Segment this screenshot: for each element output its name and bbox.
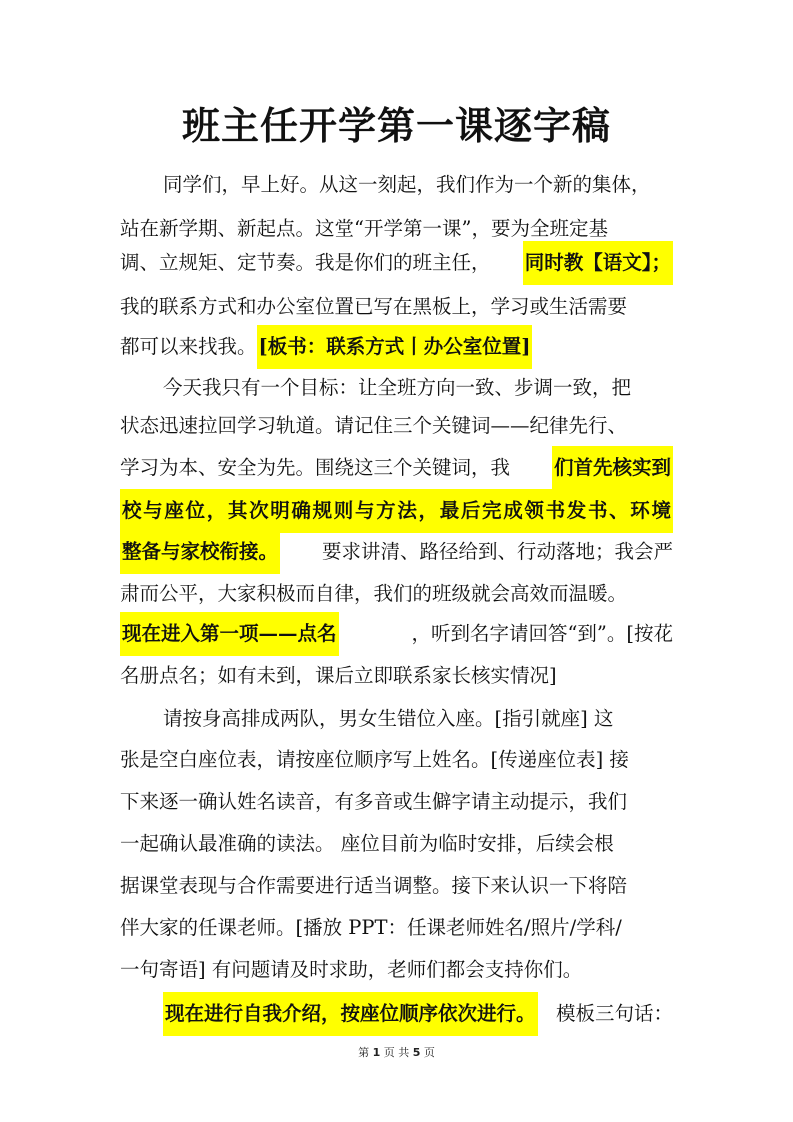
text-line: 我的联系方式和办公室位置已写在黑板上，学习或生活需要 — [120, 295, 628, 318]
text-segment: 调、立规矩、定节奏。我是你们的班主任， — [120, 251, 491, 274]
highlighted-text: 现在进行自我介绍，按座位顺序依次进行。 — [163, 992, 538, 1036]
footer-prefix: 第 — [358, 1046, 370, 1059]
text-line — [120, 612, 673, 656]
text-segment: 模板三句话： — [555, 1002, 673, 1025]
text-segment: 都可以来找我。 — [120, 335, 257, 358]
text-line: 站在新学期、新起点。这堂“开学第一课”，要为全班定基 — [120, 217, 608, 240]
text-line: 伴大家的任课老师。[播放 PPT：任课老师姓名/照片/学科/ — [120, 916, 622, 939]
page-footer — [0, 1046, 793, 1060]
text-line: 名册点名；如有未到，课后立即联系家长核实情况] — [120, 664, 557, 687]
highlighted-text: [板书：联系方式丨办公室位置] — [257, 325, 533, 369]
page-number: 1 — [372, 1046, 381, 1059]
highlighted-text: 现在进入第一项——点名 — [120, 612, 339, 656]
footer-suffix: 页 — [423, 1046, 435, 1059]
text-line: 状态迅速拉回学习轨道。请记住三个关键词——纪律先行、 — [120, 414, 628, 437]
text-segment: 要求讲清、路径给到、行动落地；我会严 — [321, 540, 673, 563]
footer-middle: 页 共 — [383, 1046, 410, 1059]
text-line: 据课堂表现与合作需要进行适当调整。接下来认识一下将陪 — [120, 874, 628, 897]
text-line: 肃而公平，大家积极而自律，我们的班级就会高效而温暖。 — [120, 582, 628, 605]
highlighted-text: 同时教【语文】； — [523, 241, 673, 285]
text-segment: ，听到名字请回答“到”。[按花 — [411, 622, 673, 645]
text-line — [120, 530, 673, 574]
highlighted-text: 整备与家校衔接。 — [120, 530, 280, 574]
highlighted-text: 校与座位，其次明确规则与方法，最后完成领书发书、环境 — [120, 489, 673, 533]
text-line — [120, 446, 673, 490]
text-line: 同学们，早上好。从这一刻起，我们作为一个新的集体， — [163, 173, 651, 196]
document-title: 班主任开学第一课逐字稿 — [181, 104, 611, 148]
text-line: 一句寄语] 有问题请及时求助，老师们都会支持你们。 — [120, 958, 583, 981]
text-line — [163, 992, 673, 1036]
text-line: 下来逐一确认姓名读音，有多音或生僻字请主动提示，我们 — [120, 790, 628, 813]
text-line — [120, 241, 673, 285]
text-line: 张是空白座位表，请按座位顺序写上姓名。[传递座位表] 接 — [120, 748, 629, 771]
page-total: 5 — [412, 1046, 421, 1059]
text-line — [120, 325, 673, 369]
text-line: 请按身高排成两队，男女生错位入座。[指引就座] 这 — [163, 707, 614, 730]
text-line: 一起确认最准确的读法。 座位目前为临时安排，后续会根 — [120, 832, 614, 855]
text-segment: 学习为本、安全为先。围绕这三个关键词，我 — [120, 456, 511, 479]
text-line — [120, 489, 673, 533]
highlighted-text: 们首先核实到 — [552, 446, 673, 490]
text-line: 今天我只有一个目标：让全班方向一致、步调一致，把 — [163, 376, 632, 399]
